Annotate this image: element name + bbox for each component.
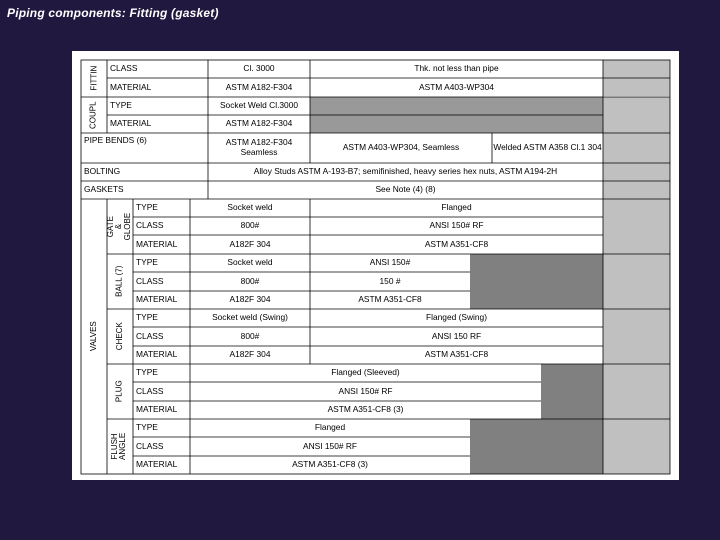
valves-group-label: VALVES (88, 321, 98, 352)
spec-table (72, 51, 679, 480)
flush-angle-label: FLUSH ANGLE (110, 432, 128, 461)
bolting-value: Alloy Studs ASTM A-193-B7; semifinished, heavy series hex nuts, ASTM A194-2H (253, 166, 558, 177)
gate-type-other: Flanged (441, 202, 472, 213)
flush-type-value: Flanged (314, 422, 346, 433)
shade-coupling-mat (310, 115, 603, 133)
gate-type-label: TYPE (136, 202, 158, 213)
flush-class-value: ANSI 150# RF (303, 440, 357, 451)
pipe-bends-col2: ASTM A403-WP304, Seamless (342, 142, 460, 153)
check-material-socket: A182F 304 (229, 349, 271, 360)
shade-coupling-type (310, 97, 603, 115)
fitting-class-label: CLASS (110, 63, 138, 74)
gate-material-label: MATERIAL (136, 238, 178, 249)
ball-class-other: 150 # (379, 275, 401, 286)
check-label: CHECK (114, 322, 124, 351)
gate-material-other: ASTM A351-CF8 (424, 238, 489, 249)
plug-label: PLUG (114, 380, 124, 403)
fitting-material-label: MATERIAL (110, 81, 152, 92)
fitting-class-other: Thk. not less than pipe (414, 63, 499, 74)
ball-type-socket: Socket weld (227, 257, 273, 268)
shade-gate (603, 199, 670, 254)
plug-type-value: Flanged (Sleeved) (331, 367, 400, 378)
flush-material-value: ASTM A351-CF8 (3) (292, 459, 368, 470)
shade-coupling-right (603, 97, 670, 133)
check-class-socket: 800# (240, 330, 260, 341)
plug-material-value: ASTM A351-CF8 (3) (327, 404, 404, 415)
flush-class-label: CLASS (136, 440, 164, 451)
check-type-label: TYPE (136, 312, 158, 323)
ball-type-other: ANSI 150# (369, 257, 411, 268)
coupling-material-value: ASTM A182-F304 (225, 118, 293, 129)
ball-type-label: TYPE (136, 257, 158, 268)
bolting-label: BOLTING (84, 166, 121, 177)
coupling-type-value: Socket Weld Cl.3000 (219, 100, 299, 111)
ball-class-label: CLASS (136, 275, 164, 286)
ball-material-label: MATERIAL (136, 294, 178, 305)
ball-class-socket: 800# (240, 275, 260, 286)
coupling-type-label: TYPE (110, 100, 132, 111)
pipe-bends-col3: Welded ASTM A358 Cl.1 304 (493, 142, 602, 153)
fitting-class-socket: Cl. 3000 (243, 63, 275, 74)
ball-label: BALL (7) (114, 265, 124, 298)
ball-material-other: ASTM A351-CF8 (358, 294, 422, 305)
plug-material-label: MATERIAL (136, 404, 178, 415)
shade-check (603, 309, 670, 364)
plug-type-label: TYPE (136, 367, 158, 378)
gate-class-other: ANSI 150# RF (429, 220, 484, 231)
ball-material-socket: A182F 304 (229, 294, 271, 305)
shade-flush (470, 419, 603, 474)
coupling-group-label: COUPL (88, 101, 98, 129)
check-class-other: ANSI 150 RF (431, 330, 482, 341)
shade-flush-right (603, 419, 670, 474)
gate-type-socket: Socket weld (227, 202, 273, 213)
check-type-other: Flanged (Swing) (426, 312, 487, 323)
plug-class-value: ANSI 150# RF (338, 385, 393, 396)
shade-ball-right (603, 254, 670, 309)
pipe-bends-col1: ASTM A182-F304 Seamless (225, 137, 293, 157)
fitting-material-other: ASTM A403-WP304 (419, 81, 494, 92)
flush-material-label: MATERIAL (136, 459, 178, 470)
flush-type-label: TYPE (136, 422, 158, 433)
check-type-socket: Socket weld (Swing) (212, 312, 288, 323)
coupling-material-label: MATERIAL (110, 118, 152, 129)
slide-title: Piping components: Fitting (gasket) (7, 6, 219, 20)
gate-material-socket: A182F 304 (229, 238, 271, 249)
check-material-other: ASTM A351-CF8 (424, 349, 489, 360)
shade-gaskets (603, 181, 670, 199)
shade-plug-right (603, 364, 670, 419)
shade-plug (541, 364, 603, 419)
check-material-label: MATERIAL (136, 349, 178, 360)
gate-class-label: CLASS (136, 220, 164, 231)
fitting-material-socket: ASTM A182-F304 (225, 81, 293, 92)
check-class-label: CLASS (136, 330, 164, 341)
plug-class-label: CLASS (136, 385, 164, 396)
gaskets-value: See Note (4) (8) (375, 184, 436, 195)
shade-pipebend (603, 133, 670, 163)
fitting-group-label: FITTIN (88, 66, 98, 91)
gate-class-socket: 800# (240, 220, 260, 231)
shade-bolting (603, 163, 670, 181)
gaskets-label: GASKETS (84, 184, 124, 195)
pipe-bends-label: PIPE BENDS (6) (84, 135, 147, 145)
gate-globe-label: GATE & GLOBE (106, 212, 133, 241)
shade-ball (470, 254, 603, 309)
